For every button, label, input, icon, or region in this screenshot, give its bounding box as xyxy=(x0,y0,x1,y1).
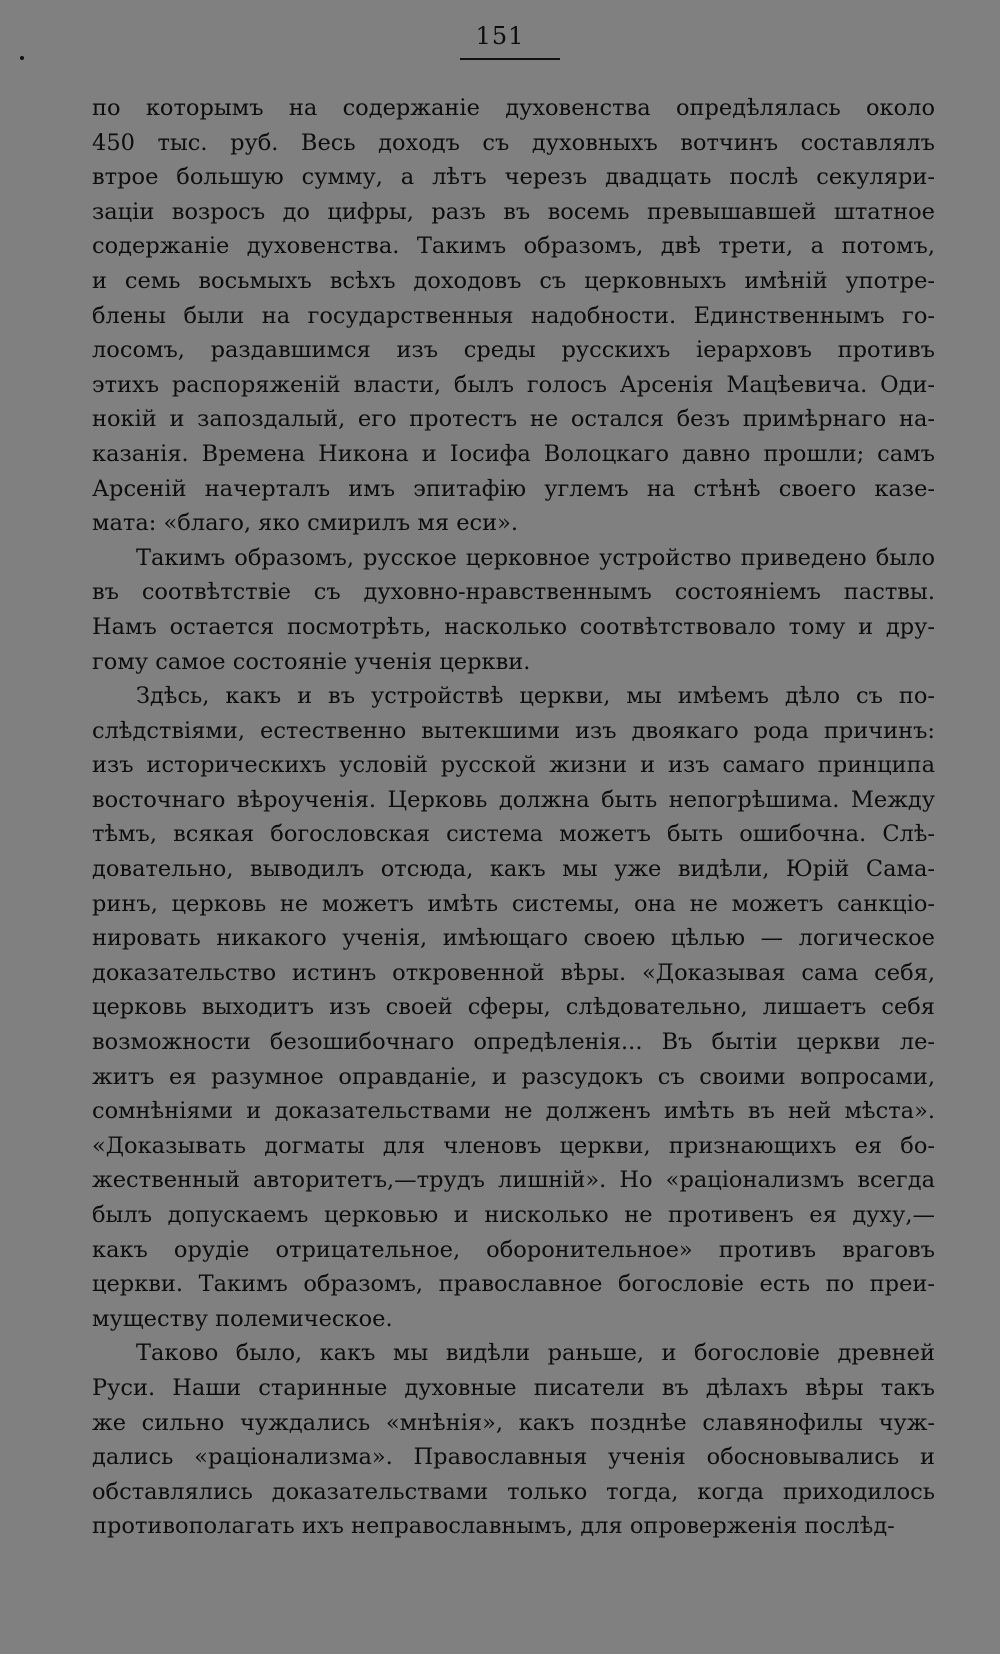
text-line: какъ орудіе отрицательное, оборонительное» противъ враговъ xyxy=(92,1236,935,1263)
text-line: блены были на государственныя надобности. Единственнымъ го- xyxy=(92,302,935,329)
text-line: дались «раціонализма». Православныя ученія обосновывались и xyxy=(92,1444,935,1471)
text-line: жественный авторитетъ,—трудъ лишній». Но «раціонализмъ всегда xyxy=(92,1167,935,1194)
text-line: церковь выходитъ изъ своей сферы, слѣдовательно, лишаетъ себя xyxy=(92,994,935,1021)
margin-speck xyxy=(20,56,24,60)
text-line: заціи возросъ до цифры, разъ въ восемь превышавшей штатное xyxy=(92,198,935,225)
page-number-rule xyxy=(460,58,560,60)
text-line: изъ историческихъ условій русской жизни и изъ самаго принципа xyxy=(92,752,935,779)
text-line: ринъ, церковь не можетъ имѣть системы, она не можетъ санкціо- xyxy=(92,890,935,917)
text-line: этихъ распоряженій власти, былъ голосъ Арсенія Мацѣевича. Оди- xyxy=(92,371,935,398)
text-line: нокій и запоздалый, его протестъ не остался безъ примѣрнаго на- xyxy=(92,406,935,433)
text-line: «Доказывать догматы для членовъ церкви, признающихъ ея бо- xyxy=(92,1132,935,1159)
text-line: Намъ остается посмотрѣть, насколько соотвѣтствовало тому и дру- xyxy=(92,613,935,640)
text-line: былъ допускаемъ церковью и нисколько не противенъ ея духу,— xyxy=(92,1202,935,1228)
paragraph xyxy=(92,541,935,679)
text-line: возможности безошибочнаго опредѣленія... Въ бытіи церкви ле- xyxy=(92,1029,935,1056)
text-line: и семь восьмыхъ всѣхъ доходовъ съ церковныхъ имѣній употре- xyxy=(92,267,935,294)
text-line: содержаніе духовенства. Такимъ образомъ, двѣ трети, а потомъ, xyxy=(92,233,935,260)
text-line: нировать никакого ученія, имѣющаго своею цѣлью — логическое xyxy=(92,925,935,952)
text-line: по которымъ на содержаніе духовенства опредѣлялась около xyxy=(92,95,935,121)
text-line: 450 тыс. руб. Весь доходъ съ духовныхъ вотчинъ составлялъ xyxy=(92,129,935,156)
text-line: Таково было, какъ мы видѣли раньше, и богословіе древней xyxy=(136,1340,935,1367)
text-line: слѣдствіями, естественно вытекшими изъ двоякаго рода причинъ: xyxy=(92,717,935,744)
text-line: противополагать ихъ неправославнымъ, для опроверженія послѣд- xyxy=(92,1513,895,1540)
text-line: житъ ея разумное оправданіе, и разсудокъ съ своими вопросами, xyxy=(92,1063,935,1090)
text-line: лосомъ, раздавшимся изъ среды русскихъ іерарховъ противъ xyxy=(92,337,935,364)
text-line: доказательство истинъ откровенной вѣры. «Доказывая сама себя, xyxy=(92,959,935,986)
text-line: довательно, выводилъ отсюда, какъ мы уже видѣли, Юрій Сама- xyxy=(92,856,935,883)
text-line: же сильно чуждались «мнѣнія», какъ позднѣе славянофилы чуж- xyxy=(92,1409,935,1436)
text-line: церкви. Такимъ образомъ, православное богословіе есть по преи- xyxy=(92,1271,935,1298)
text-line: мата: «благо, яко смирилъ мя еси». xyxy=(92,510,519,537)
paragraph xyxy=(92,91,935,541)
text-line: въ соотвѣтствіе съ духовно-нравственнымъ состояніемъ паствы. xyxy=(92,579,935,606)
paragraph xyxy=(92,1336,935,1544)
text-line: втрое большую сумму, а лѣтъ черезъ двадцать послѣ секуляри- xyxy=(92,164,935,191)
text-line: Арсеній начерталъ имъ эпитафію углемъ на стѣнѣ своего казе- xyxy=(92,475,935,502)
text-line: восточнаго вѣроученія. Церковь должна быть непогрѣшима. Между xyxy=(92,786,935,813)
body-text xyxy=(92,91,935,1544)
text-line: обставлялись доказательствами только тогда, когда приходилось xyxy=(92,1478,935,1505)
text-line: гому самое состояніе ученія церкви. xyxy=(92,648,531,675)
text-line: Такимъ образомъ, русское церковное устройство приведено было xyxy=(136,544,935,571)
text-line: Руси. Наши старинные духовные писатели въ дѣлахъ вѣры такъ xyxy=(92,1374,935,1401)
page-number: 151 xyxy=(475,22,525,50)
text-line: Здѣсь, какъ и въ устройствѣ церкви, мы имѣемъ дѣло съ по- xyxy=(136,683,935,710)
paragraph xyxy=(92,679,935,1336)
text-line: сомнѣніями и доказательствами не долженъ имѣть въ ней мѣста». xyxy=(92,1098,935,1125)
text-line: тѣмъ, всякая богословская система можетъ быть ошибочна. Слѣ- xyxy=(92,821,935,848)
text-line: казанія. Времена Никона и Іосифа Волоцкаго давно прошли; самъ xyxy=(92,440,935,467)
text-line: муществу полемическое. xyxy=(92,1305,393,1332)
